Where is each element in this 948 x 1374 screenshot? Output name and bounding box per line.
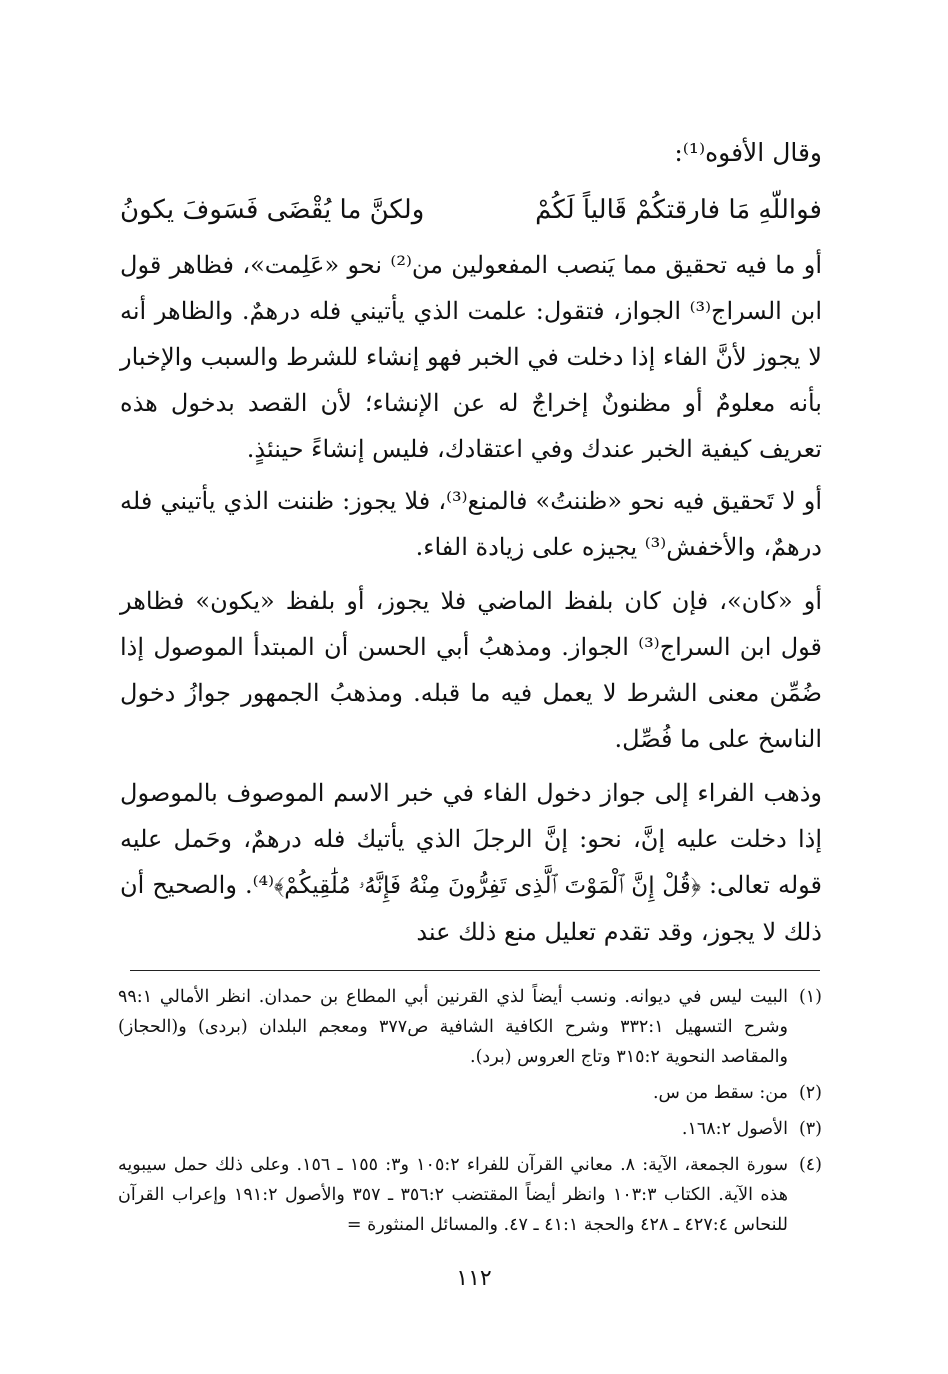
footnote-item xyxy=(118,1078,822,1108)
footnote-text: الأصول ١٦٨:٢. xyxy=(681,1119,788,1139)
footnote-separator xyxy=(130,970,820,971)
footnote-number: (٢) xyxy=(798,1083,822,1103)
footnote-number: (٣) xyxy=(798,1119,822,1139)
page-number: ١١٢ xyxy=(456,1266,492,1291)
footnote-text: سورة الجمعة، الآية: ٨. معاني القرآن للفراء ١٠٥:٢ و٣: ١٥٥ ـ ١٥٦. وعلى ذلك حمل سيبويه هذه الآية. الكتاب ١٠٣:٣ وانظر أيضاً المقتضب ٣٥٦:٢ ـ ٣٥٧ والأصول ١٩١:٢ وإعراب القرآن للنحاس ٤٢٧:٤ ـ ٤٢٨ والحجة ٤١:١ ـ ٤٧. والمسائل المنثورة = xyxy=(118,1155,788,1235)
footnote-text: البيت ليس في ديوانه. ونسب أيضاً لذي القرنين أبي المطاع بن حمدان. انظر الأمالي ٩٩:١ وشرح التسهيل ٣٣٢:١ وشرح الكافية الشافية ص٣٧٧ ومعجم البلدان (بردى) و(الحجاز) والمقاصد النحوية ٣١٥:٢ وتاج العروس (برد). xyxy=(118,987,788,1067)
paragraph-3: أو «كان»، فإن كان بلفظ الماضي فلا يجوز، أو بلفظ «يكون» فظاهر قول ابن السراج⁽³⁾ الجواز. ومذهبُ أبي الحسن أن المبتدأ الموصول إذا ضُمِّن معنى الشرط لا يعمل فيه ما قبله. ومذهبُ الجمهور جوازُ دخول الناسخ على ما فُصِّل. xyxy=(120,587,822,753)
footnote-text: من: سقط من س. xyxy=(652,1083,788,1103)
footnote-number: (٤) xyxy=(798,1155,822,1175)
paragraph-4 xyxy=(120,770,822,954)
paragraph-4-text-start: وذهب الفراء إلى جواز دخول الفاء في خبر الاسم الموصوف بالموصول إذا دخلت عليه إنَّ، نحو: إنَّ الرجلَ الذي يأتيك فله درهمٌ، وحَمل عليه قوله تعالى: xyxy=(120,779,822,899)
poem-verse xyxy=(120,186,822,234)
intro-line: وقال الأفوه⁽¹⁾: xyxy=(674,138,822,167)
footnotes xyxy=(118,982,822,1246)
paragraph-1: أو ما فيه تحقيق مما يَنصب المفعولين من⁽²⁾ نحو «عَلِمت»، فظاهر قول ابن السراج⁽³⁾ الجواز، فتقول: علمت الذي يأتيني فله درهمٌ. والظاهر أنه لا يجوز لأنَّ الفاء إذا دخلت في الخبر فهو إنشاء للشرط والسبب والإخبار بأنه معلومٌ أو مظنونٌ إخراجٌ له عن الإنشاء؛ لأن القصد بدخول هذه تعريف كيفية الخبر عندك وفي اعتقادك، فليس إنشاءً حينئذٍ. xyxy=(120,251,823,463)
quran-verse-quote: ﴿قُلْ إِنَّ ٱلْمَوْتَ ٱلَّذِى تَفِرُّونَ مِنْهُ فَإِنَّهُۥ مُلَٰقِيكُمْ﴾ xyxy=(274,873,701,899)
verse-first-hemistich: فواللّهِ مَا فارقتكُمْ قَالياً لَكُمْ xyxy=(535,195,822,225)
paragraph-4-text-end: ⁽⁴⁾. والصحيح أن ذلك لا يجوز، وقد تقدم تعليل منع ذلك عند xyxy=(120,871,822,946)
footnote-item xyxy=(118,1150,822,1240)
footnote-item xyxy=(118,1114,822,1144)
footnote-item xyxy=(118,982,822,1072)
footnote-number: (١) xyxy=(798,987,822,1007)
verse-second-hemistich: ولكنَّ ما يُقْضَى فَسَوفَ يكونُ xyxy=(120,195,425,225)
paragraph-2: أو لا تَحقيق فيه نحو «ظننتُ» فالمنع⁽³⁾، فلا يجوز: ظننت الذي يأتيني فله درهمٌ، والأخفش⁽³⁾ يجيزه على زيادة الفاء. xyxy=(120,487,822,561)
